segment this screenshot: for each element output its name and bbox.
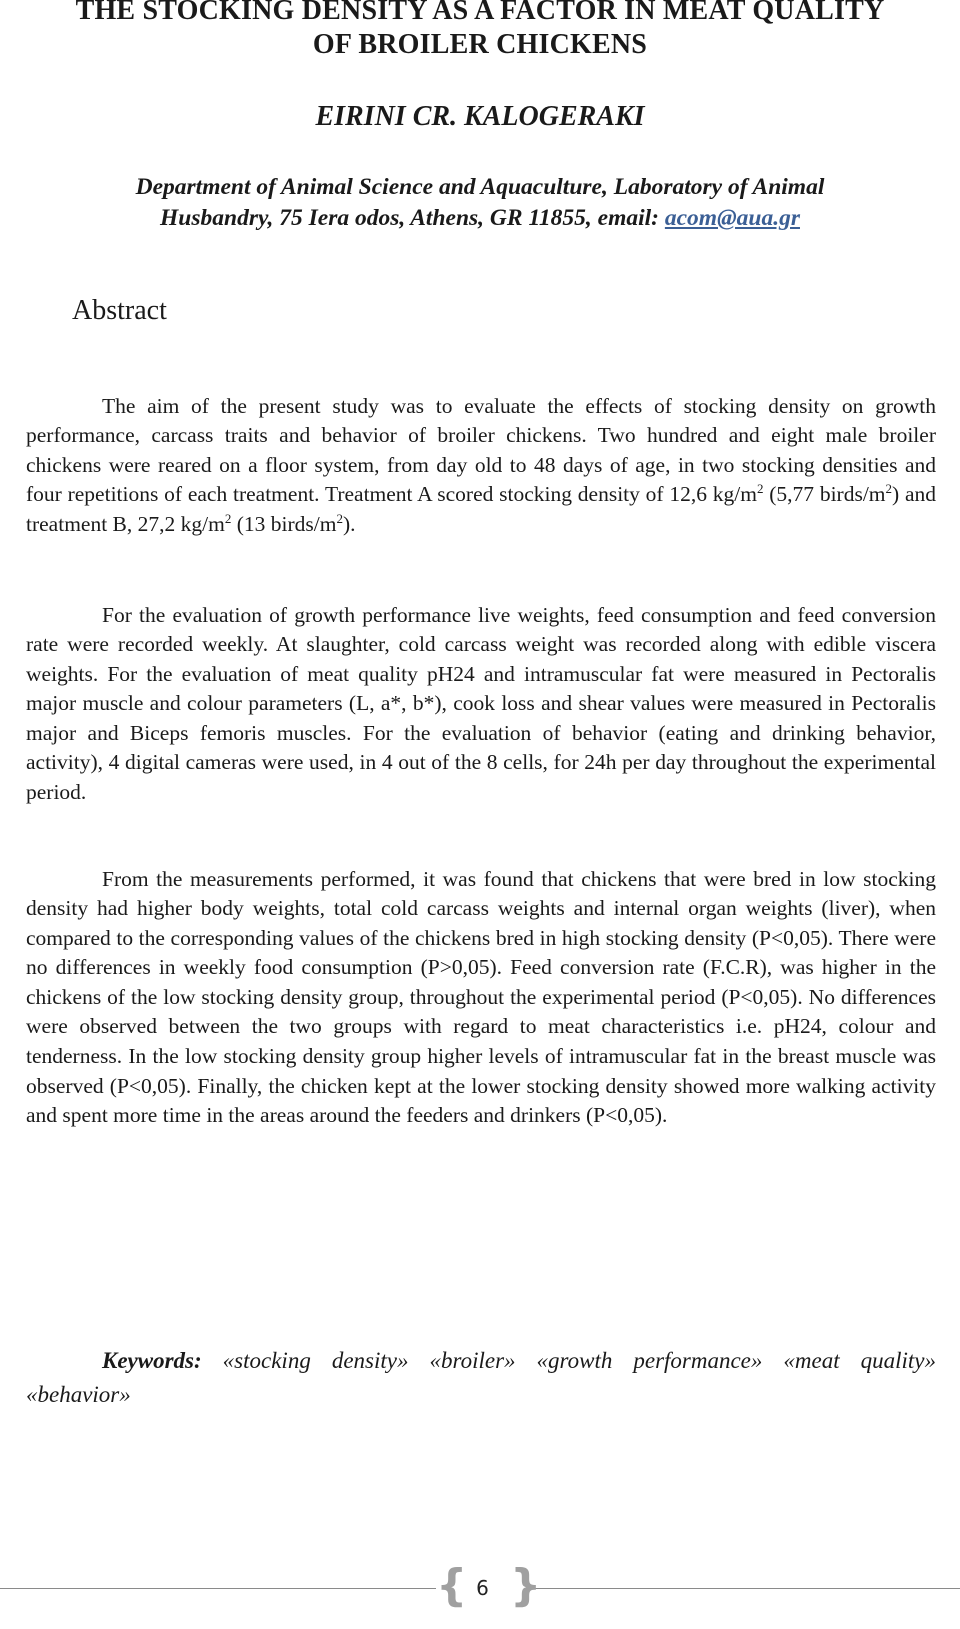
p1-sup-1: 2 — [756, 481, 764, 497]
affiliation-address: Husbandry, 75 Iera odos, Athens, GR 11855, email: — [160, 205, 665, 231]
p1-text-c: ) and treatment B, 27,2 kg/m — [26, 482, 937, 536]
footer-open-brace: { — [436, 1560, 468, 1611]
author-name: EIRINI CR. KALOGERAKI — [315, 101, 645, 132]
title-line-2: OF BROILER CHICKENS — [312, 29, 648, 60]
affiliation-line-1: Department of Animal Science and Aquaculture, Laboratory of Animal — [135, 174, 825, 200]
title-line-1: THE STOCKING DENSITY AS A FACTOR IN MEAT QUALITY — [75, 0, 885, 26]
p1-sup-2: 2 — [885, 481, 893, 497]
affiliation — [60, 172, 900, 234]
abstract-heading: Abstract — [72, 295, 167, 326]
footer-close-brace: } — [510, 1560, 542, 1611]
p1-text-a: The aim of the present study was to evaluate the effects of stocking density on growth performance, carcass traits and behavior of broiler chickens. Two hundred and eight male broiler chickens were reared on a floor system, from day old to 48 days of age, in two stocking densities and four repetitions of each treatment. Treatment A scored stocking density of 12,6 kg/m — [26, 393, 936, 507]
affiliation-line-2 — [60, 203, 900, 234]
p1-text-d: (13 birds/m — [231, 511, 337, 536]
email-link[interactable]: acom@aua.gr — [664, 205, 800, 231]
abstract-paragraph-3: From the measurements performed, it was found that chickens that were bred in low stocking density had higher body weights, total cold carcass weights and internal organ weights (liver), when compared to the corresponding values of the chickens bred in high stocking density (P<0,05). There were no differences in weekly food consumption (P>0,05). Feed conversion rate (F.C.R), was higher in the chickens of the low stocking density group, throughout the experimental period (P<0,05). No differences were observed between the two groups with regard to meat characteristics i.e. pH24, colour and tenderness. In the low stocking density group higher levels of intramuscular fat in the breast muscle was observed (P<0,05). Finally, the chicken kept at the lower stocking density showed more walking activity and spent more time in the areas around the feeders and drinkers (P<0,05). — [26, 866, 936, 1128]
p1-text-b: (5,77 birds/m — [763, 482, 886, 507]
keywords — [26, 1344, 936, 1412]
footer-rule-right — [528, 1588, 960, 1589]
keywords-list: «stocking density» «broiler» «growth performance» «meat quality» «behavior» — [26, 1348, 936, 1407]
p1-sup-3: 2 — [224, 510, 232, 526]
page-footer — [0, 1560, 960, 1611]
footer-rule-left — [0, 1588, 436, 1589]
keywords-label: Keywords: — [102, 1348, 202, 1373]
page-number: 6 — [476, 1576, 489, 1600]
abstract-paragraph-2: For the evaluation of growth performance live weights, feed consumption and feed conversion rate were recorded weekly. At slaughter, cold carcass weight was recorded along with edible viscera weights. For the evaluation of meat quality pH24 and intramuscular fat were measured in Pectoralis major muscle and colour parameters (L, a*, b*), cook loss and shear values were measured in Pectoralis major and Biceps femoris muscles. For the evaluation of behavior (eating and drinking behavior, activity), 4 digital cameras were used, in 4 out of the 8 cells, for 24h per day throughout the experimental period. — [26, 602, 936, 805]
p1-text-e: ). — [342, 511, 356, 536]
p1-sup-4: 2 — [336, 510, 343, 526]
abstract-paragraph-1 — [26, 392, 936, 540]
paper-title — [0, 0, 960, 62]
